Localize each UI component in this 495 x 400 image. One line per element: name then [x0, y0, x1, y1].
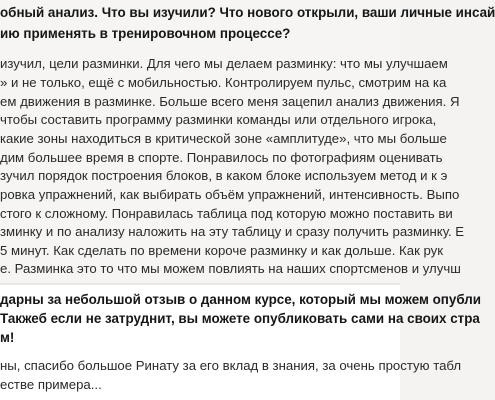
- question-line: обный анализ. Что вы изучили? Что нового открыли, ваши личные инсай: [0, 5, 495, 20]
- question-line: ию применять в тренировочном процессе?: [0, 26, 291, 41]
- qa-block-feedback: [0, 285, 482, 400]
- answer-line: е. Разминка это то что мы можем повлиять на наших спортсменов и улучш: [0, 261, 461, 276]
- question-line: м!: [0, 330, 15, 345]
- answer-line: зминку и по анализу наложить на эту таблицу и сразу получить разминку. Е: [0, 224, 465, 239]
- answer-line: » и не только, ещё с мобильностью. Контролируем пульс, смотрим на ка: [0, 75, 447, 90]
- answer-line: дим большее время в спорте. Понравилось по фотографиям оценивать: [0, 150, 443, 165]
- answer-line: 5 минут. Как сделать по времени короче разминку и как дольше. Как рук: [0, 243, 444, 258]
- answer-line: стого к сложному. Понравилась таблица под которую можно поставить ви: [0, 206, 453, 221]
- question-line: Такжеб если не затруднит, вы можете опубликовать сами на своих стра: [0, 311, 480, 326]
- question-line: дарны за небольшой отзыв о данном курсе, который мы можем опубли: [0, 292, 482, 307]
- answer-line: ем движения в разминке. Больше всего меня зацепил анализ движения. Я: [0, 94, 460, 109]
- answer-line: изучил, цели разминки. Для чего мы делаем разминку: что мы улучшаем: [0, 56, 448, 71]
- answer-line: какие зоны находиться в критической зоне «амплитуде», что мы больше: [0, 131, 447, 146]
- answer-line: естве примера...: [0, 377, 102, 392]
- answer-line: ны, спасибо большое Ринату за его вклад в знания, за очень простую табл: [0, 358, 462, 373]
- answer-line: ровка упражнений, как выбирать объём упражнений, интенсивность. Выпо: [0, 187, 460, 202]
- answer-line: зучил порядок построения блоков, в каком блоке используем метод и к э: [0, 168, 448, 183]
- answer-line: чтобы составить программу разминки команды или отдельного игрока,: [0, 112, 437, 127]
